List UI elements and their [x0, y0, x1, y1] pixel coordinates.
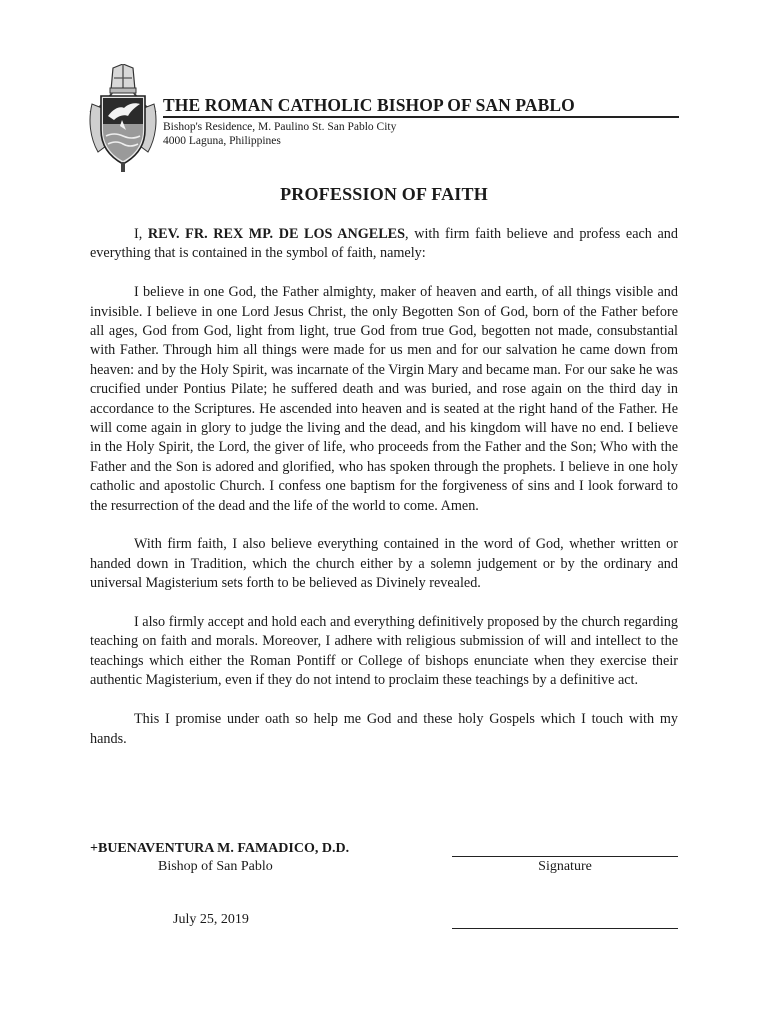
- signature-line: [452, 856, 678, 857]
- intro-suffix: , with firm faith believe and profess each and everything that is contained in the symbol of faith, namely:: [90, 226, 678, 262]
- signing-date: July 25, 2019: [173, 912, 249, 927]
- oath-paragraph: This I promise under oath so help me God and these holy Gospels which I touch with my hands.: [90, 711, 678, 747]
- episcopal-coat-of-arms-icon: [86, 64, 160, 172]
- intro-prefix: I,: [134, 226, 148, 242]
- letterhead-rule: [163, 116, 679, 118]
- professor-name: REV. FR. REX MP. DE LOS ANGELES: [147, 226, 406, 242]
- tradition-paragraph: With firm faith, I also believe everything contained in the word of God, whether written or handed down in Tradition, which the church either by a solemn judgement or by the ordinary and universal Magisterium sets forth to be believed as Divinely revealed.: [90, 536, 678, 592]
- creed-paragraph: I believe in one God, the Father almighty, maker of heaven and earth, of all things visible and invisible. I believe in one Lord Jesus Christ, the only Begotten Son of God, born of the Father before all ages, God from God, light from light, true God from true God, begotten not made, consubstantial with Father. Through him all things were made for us men and for our salvation he came down from heaven: and by the Holy Spirit, was incarnate of the Virgin Mary and became man. For our sake he was crucified under Pontius Pilate; he suffered death and was buried, and rose again on the third day in accordance to the Scriptures. He ascended into heaven and is seated at the right hand of the Father. He will come again in glory to judge the living and the dead, and his kingdom will have no end. I believe in the Holy Spirit, the Lord, the giver of life, who proceeds from the Father and the Son; Who with the Father and the Son is adored and glorified, who has spoken through the prophets. I believe in one holy catholic and apostolic Church. I confess one baptism for the forgiveness of sins and I look forward to the resurrection of the dead and the life of the world to come. Amen.: [90, 284, 678, 514]
- date-line: [452, 928, 678, 929]
- address-line-1: Bishop's Residence, M. Paulino St. San Pablo City: [163, 121, 397, 133]
- signature-label: Signature: [538, 859, 592, 874]
- document-body: [90, 225, 678, 768]
- signatory-role: Bishop of San Pablo: [158, 859, 273, 874]
- address-line-2: 4000 Laguna, Philippines: [163, 135, 281, 147]
- intro-paragraph: [90, 225, 678, 264]
- organization-name: THE ROMAN CATHOLIC BISHOP OF SAN PABLO: [163, 95, 575, 115]
- document-title: PROFESSION OF FAITH: [280, 184, 488, 204]
- signatory-name: +BUENAVENTURA M. FAMADICO, D.D.: [90, 841, 350, 856]
- magisterium-paragraph: I also firmly accept and hold each and everything definitively proposed by the church regarding teaching on faith and morals. Moreover, I adhere with religious submission of will and intellect to the teachings which either the Roman Pontiff or College of bishops enunciate when they exercise their authentic Magisterium, even if they do not intend to proclaim these teachings by a definitive act.: [90, 614, 678, 689]
